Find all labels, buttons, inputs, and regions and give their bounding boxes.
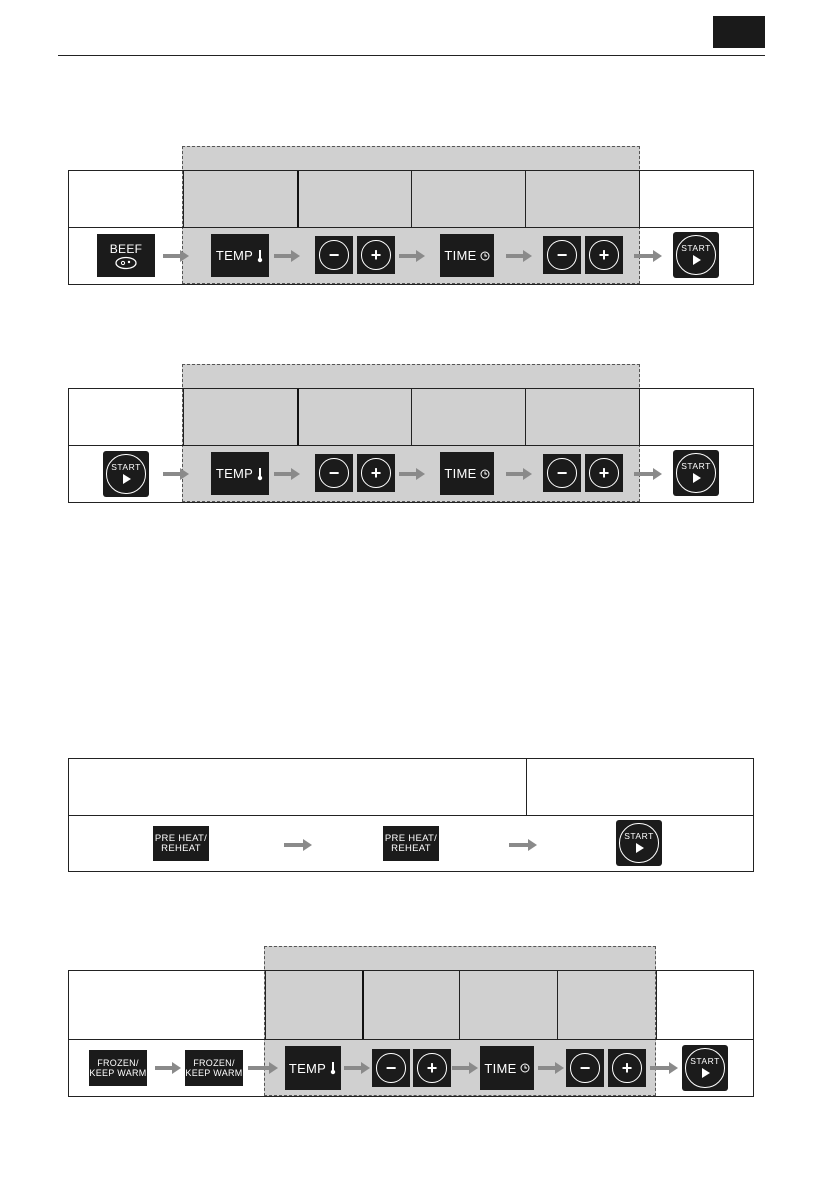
clock-icon bbox=[480, 251, 490, 261]
start-button[interactable]: START bbox=[682, 1045, 728, 1091]
arrow bbox=[399, 250, 425, 262]
sequence-table-1 bbox=[68, 170, 754, 285]
arrow bbox=[399, 468, 425, 480]
arrow bbox=[274, 250, 300, 262]
arrow bbox=[506, 250, 532, 262]
arrow bbox=[163, 250, 189, 262]
plus-button[interactable]: + bbox=[585, 236, 623, 274]
play-icon bbox=[636, 843, 644, 853]
minus-button[interactable]: − bbox=[566, 1049, 604, 1087]
minus-button[interactable]: − bbox=[315, 454, 353, 492]
time-button[interactable]: TIME bbox=[440, 452, 494, 495]
start-button[interactable]: START bbox=[673, 450, 719, 496]
thermometer-icon bbox=[256, 249, 264, 263]
arrow bbox=[248, 1062, 278, 1074]
arrow bbox=[634, 468, 662, 480]
plus-button[interactable]: + bbox=[585, 454, 623, 492]
start-button[interactable]: START bbox=[616, 820, 662, 866]
arrow bbox=[538, 1062, 564, 1074]
time-button[interactable]: TIME bbox=[480, 1046, 534, 1090]
start-button[interactable]: START bbox=[673, 232, 719, 278]
arrow bbox=[155, 1062, 181, 1074]
minus-button[interactable]: − bbox=[543, 236, 581, 274]
frozen-keep-warm-button[interactable]: FROZEN/ KEEP WARM bbox=[185, 1050, 243, 1086]
temp-button[interactable]: TEMP bbox=[211, 234, 269, 277]
plus-button[interactable]: + bbox=[608, 1049, 646, 1087]
arrow bbox=[634, 250, 662, 262]
arrow bbox=[344, 1062, 370, 1074]
clock-icon bbox=[520, 1063, 530, 1073]
arrow bbox=[163, 468, 189, 480]
arrow bbox=[274, 468, 300, 480]
beef-button[interactable]: BEEF bbox=[97, 234, 155, 277]
arrow bbox=[509, 839, 537, 851]
start-button[interactable]: START bbox=[103, 451, 149, 497]
thermometer-icon bbox=[329, 1061, 337, 1075]
minus-button[interactable]: − bbox=[315, 236, 353, 274]
header-rule bbox=[58, 55, 765, 56]
plus-button[interactable]: + bbox=[357, 454, 395, 492]
arrow bbox=[452, 1062, 478, 1074]
page-tab-marker bbox=[713, 16, 765, 48]
sequence-table-2 bbox=[68, 388, 754, 503]
clock-icon bbox=[480, 469, 490, 479]
frozen-keep-warm-button[interactable]: FROZEN/ KEEP WARM bbox=[89, 1050, 147, 1086]
play-icon bbox=[702, 1068, 710, 1078]
sequence-table-4 bbox=[68, 970, 754, 1097]
minus-button[interactable]: − bbox=[543, 454, 581, 492]
temp-button[interactable]: TEMP bbox=[211, 452, 269, 495]
plus-button[interactable]: + bbox=[413, 1049, 451, 1087]
arrow bbox=[650, 1062, 678, 1074]
play-icon bbox=[693, 473, 701, 483]
steak-icon bbox=[114, 256, 138, 270]
play-icon bbox=[693, 255, 701, 265]
preheat-reheat-button[interactable]: PRE HEAT/ REHEAT bbox=[153, 826, 209, 861]
arrow bbox=[506, 468, 532, 480]
arrow bbox=[284, 839, 312, 851]
thermometer-icon bbox=[256, 467, 264, 481]
preheat-reheat-button[interactable]: PRE HEAT/ REHEAT bbox=[383, 826, 439, 861]
time-button[interactable]: TIME bbox=[440, 234, 494, 277]
play-icon bbox=[123, 474, 131, 484]
temp-button[interactable]: TEMP bbox=[285, 1046, 341, 1090]
plus-button[interactable]: + bbox=[357, 236, 395, 274]
minus-button[interactable]: − bbox=[372, 1049, 410, 1087]
